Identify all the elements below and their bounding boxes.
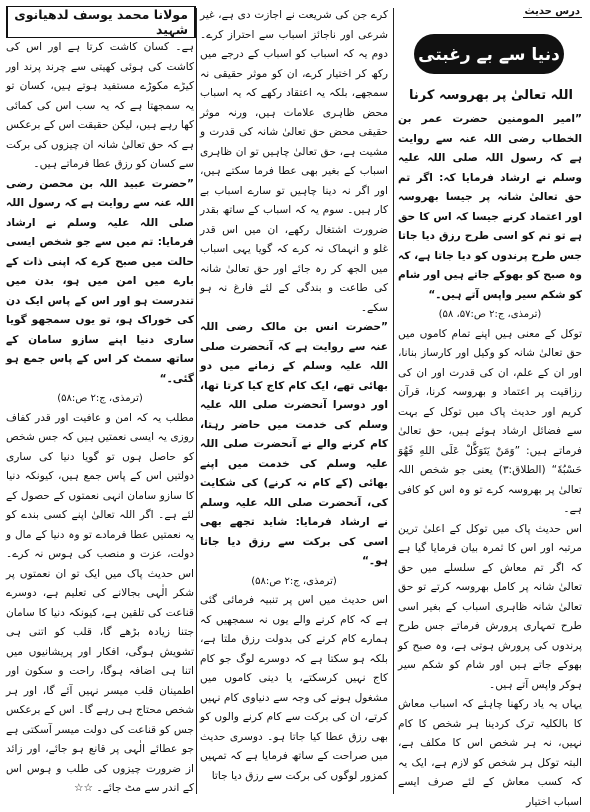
paragraph: اس حدیث پاک میں توکل کے اعلیٰ ترین مرتبہ اور اس کا ثمرہ بیان فرمایا گیا ہے کہ اگر تم معاش کے سلسلے میں حق تعالیٰ شانہ پر کامل بھروسہ کرتے تو حق تعالیٰ شانہ ظاہری اسباب کے بغیر اسی طرح تمہاری پرورش فرماتے جس طرح پرندوں کی پرورش ہوتی ہے، وہ صبح کو بھوکے جاتے ہیں اور شام کو شکم سیر ہوکر واپس آتے ہیں۔ [398, 522, 582, 691]
hadith-citation: (ترمذی، ج:۲ ص:۵۷، ۵۸) [438, 309, 542, 320]
paragraph: اس حدیث میں اس پر تنبیہ فرمائی گئی ہے کہ کام کرنے والے یوں نہ سمجھیں کہ ہمارے کام کرنے کی بدولت رزق ملتا ہے، بلکہ ہو سکتا ہے کہ دوسرے لوگ جو کام کاج نہیں کرسکتے، یا دینی کاموں میں مشغول ہونے کی وجہ سے دنیاوی کام نہیں کرتے، ان کی برکت سے کام کرنے والوں کو بھی رزق عطا کیا جاتا ہو۔ دوسری حدیث میں صراحت کے ساتھ فرمایا ہے کہ تمہیں کمزور لوگوں کی برکت سے رزق دیا جاتا [200, 594, 388, 782]
hadith-text: ”حضرت انس بن مالک رضی اللہ عنہ سے روایت ہے کہ آنحضرت صلی اللہ علیہ وسلم کے زمانے میں دو بھائی تھے، ایک کام کاج کیا کرتا تھا، اور دوسرا آنحضرت صلی اللہ علیہ وسلم کی خدمت میں حاضر رہتا، کام کرنے والے نے آنحضرت صلی اللہ علیہ وسلم کی خدمت میں اپنے بھائی (کے کام نہ کرنے) کی شکایت کی، آنحضرت صلی اللہ علیہ وسلم نے ارشاد فرمایا: شاید تجھے بھی اسی کی برکت سے رزق دیا جاتا ہو۔“ [200, 321, 388, 567]
hadith-citation: (ترمذی، ج:۲ ص:۵۸) [57, 393, 143, 404]
article-title: دنیا سے بے رغبتی [418, 44, 560, 65]
column-divider [393, 8, 394, 794]
article-subtitle: اللہ تعالیٰ پر بھروسہ کرنا [409, 88, 573, 103]
column-middle-right [200, 6, 388, 796]
paragraph: مطلب یہ کہ امن و عافیت اور قدر کفاف روزی یہ ایسی نعمتیں ہیں کہ جس شخص کو حاصل ہوں تو گویا دنیا کی ساری دولتیں اس کے پاس جمع ہیں، کیونکہ دنیا کا سازو سامان انہی نعمتوں کے حصول کے لئے ہے۔ اگر اللہ تعالیٰ اپنے کسی بندے کو یہ نعمتیں عطا فرمادے تو وہ دنیا کے مال و دولت، عزت و منصب کی ہوس نہ کرے۔ اس حدیث پاک میں ایک تو ان نعمتوں پر شکر الٰہی بجالانے کی تعلیم ہے، دوسرے قناعت کی تلقین ہے، کیونکہ دنیا کا سامان جتنا زیادہ بڑھے گا، قلب کو اتنی ہی تشویش ہوگی، افکار اور پریشانیوں میں اتنا ہی اضافہ ہوگا، راحت و سکون اور اطمینان قلب میسر نہیں آئے گا، اور ہر شخص محتاج ہی رہے گا۔ اس کے برعکس جس کو قناعت کی دولت میسر آسکتی ہے جو عطائے الٰہی پر قانع ہو جائے، اور زائد از ضرورت چیزوں کی طلب و ہوس اس کے اندر سے مٹ جائے۔ ☆☆ [6, 411, 194, 794]
hadith-text: ”امیر المومنین حضرت عمر بن الخطاب رضی اللہ عنہ سے روایت ہے کہ رسول اللہ صلی اللہ علیہ وسلم نے ارشاد فرمایا کہ: اگر تم حق تعالیٰ شانہ پر جیسا بھروسہ اور اعتماد کرنے جیسا کہ اس کا حق ہے تو تم کو اسی طرح رزق دیا جاتا جس طرح پرندوں کو دیا جاتا ہے، کہ وہ صبح کو بھوکے جاتے ہیں اور شام کو شکم سیر واپس آتے ہیں۔“ [398, 113, 582, 301]
paragraph: ہے۔ کسان کاشت کرتا ہے اور اس کی کاشت کی ہوئی کھیتی سے چرند پرند اور کیڑے مکوڑے مستفید ہوتے ہیں، کسان تو یہ سمجھتا ہے کہ یہ سب اس کی کمائی کھا رہے ہیں، لیکن حقیقت اس کے برعکس ہے کہ حق تعالیٰ شانہ ان چیزوں کی برکت سے کسان کو رزق عطا فرماتے ہیں۔ [6, 41, 194, 170]
author-name: مولانا محمد یوسف لدھیانوی شہید [8, 7, 194, 37]
paragraph: توکل کے معنی ہیں اپنے تمام کاموں میں حق تعالیٰ شانہ کو وکیل اور کارساز بنانا، اور ان کے علم، ان کی قدرت اور ان کی رزاقیت پر اعتماد و بھروسہ کرنا، قرآن کریم اور حدیث پاک میں توکل کے بہت سے فضائل ارشاد ہوئے ہیں، حق تعالیٰ فرماتے ہیں: ”وَمَنْ يَتَوَكَّلْ عَلَى اللهِ فَهُوَ حَسْبُهٗ“ (الطلاق:۳) یعنی جو شخص اللہ تعالیٰ پر بھروسہ کرے تو وہ اس کو کافی ہے۔ [398, 327, 582, 515]
section-label: درس حدیث [524, 6, 580, 17]
column-left [6, 38, 194, 796]
article-title-banner [414, 34, 564, 74]
author-banner [6, 6, 196, 38]
column-divider [196, 8, 197, 794]
paragraph: کرے جن کی شریعت نے اجازت دی ہے، غیر شرعی اور ناجائز اسباب سے احتراز کرے۔ دوم یہ کہ اسباب کو اسباب کے درجے میں رکھ کر اختیار کرے، ان کو موثر حقیقی نہ سمجھے، بلکہ یہ اعتقاد رکھے کہ یہ اسباب محض ظاہری علامات ہیں، ورنہ موثر حقیقی محض حق تعالیٰ شانہ کی قدرت و مشیت ہے، حق تعالیٰ چاہیں تو ان ظاہری اسباب کے بغیر بھی عطا فرما سکتے ہیں، اور اگر نہ دینا چاہیں تو سارے اسباب بے کار ہیں۔ سوم یہ کہ اسباب کے ساتھ بقدر ضرورت اشتغال رکھے، ان میں اس قدر غلو و انہماک نہ کرے کہ گویا یہی اسباب میں الجھ کر رہ جائے اور حق تعالیٰ شانہ کی طاعت و بندگی کے لئے فارغ نہ ہو سکے۔ [200, 9, 388, 314]
paragraph: یہاں یہ یاد رکھنا چاہئے کہ اسباب معاش کا بالکلیہ ترک کردینا ہر شخص کا کام نہیں، نہ ہر شخص اس کا مکلف ہے، البتہ توکل ہر شخص کو لازم ہے، ایک یہ کہ کسب معاش کے لئے صرف ایسے اسباب اختیار [398, 698, 582, 808]
hadith-citation: (ترمذی، ج:۲ ص:۵۸) [251, 575, 337, 587]
hadith-text: ”حضرت عبید اللہ بن محصن رضی اللہ عنہ سے روایت ہے کہ رسول اللہ صلی اللہ علیہ وسلم نے ارشاد فرمایا: تم میں سے جو شخص ایسی حالت میں صبح کرے کہ اپنی ذات کے بارے میں امن میں ہو، بدن میں تندرست ہو اور اس کے پاس ایک دن کی خوراک ہو، تو یوں سمجھو گویا ساری دنیا اپنے سازو سامان کے ساتھ سمٹ کر اس کے پاس جمع ہو گئی۔“ [6, 177, 194, 385]
column-right [398, 110, 582, 808]
